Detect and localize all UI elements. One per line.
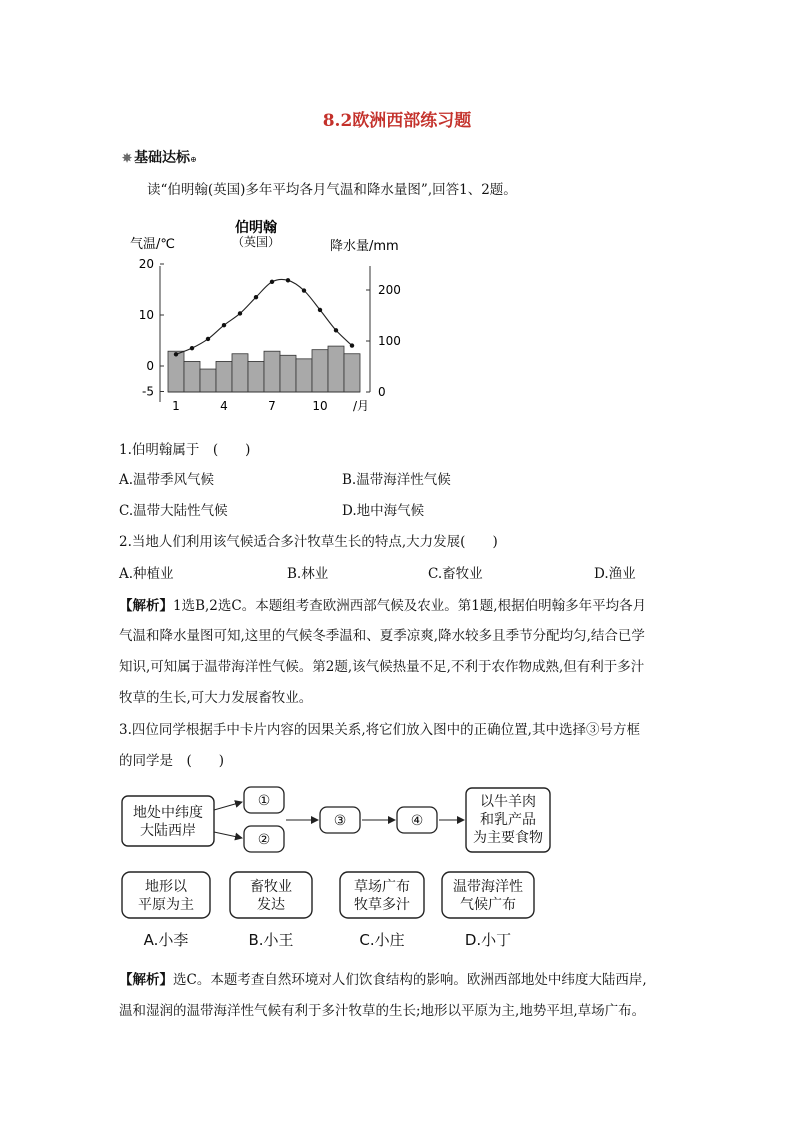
analysis1-line-2: 气温和降水量图可知,这里的气候冬季温和、夏季凉爽,降水较多且季节分配均匀,结合已学 [119,628,645,644]
precipitation-bar [264,351,280,392]
temperature-point [302,288,306,292]
temperature-point [222,323,226,327]
card-c-line-2: 牧草多汁 [354,897,410,913]
q2-option-a: A.种植业 [119,566,174,582]
card-d-line-2: 气候广布 [460,897,516,913]
q2-option-b: B.林业 [287,566,329,582]
section-heading [122,147,197,167]
flow-slot-2-label: ② [257,832,271,848]
chart-subtitle: （英国） [231,235,281,249]
flow-end-line-3: 为主要食物 [473,830,543,846]
card-d-label: D.小丁 [464,931,512,949]
flow-end-line-2: 和乳产品 [480,812,536,828]
y-axis-left-label: 气温/℃ [130,237,175,252]
temperature-point [174,352,178,356]
chart-title: 伯明翰 [235,220,277,236]
flow-slot-3-label: ③ [333,813,347,829]
temperature-point [334,328,338,332]
temperature-point [318,308,322,312]
temperature-point [206,337,210,341]
precipitation-bar [200,369,216,392]
star-icon: ✵ [122,151,133,165]
q2-stem: 2.当地人们利用该气候适合多汁牧草生长的特点,大力发展( ) [119,534,498,550]
precipitation-bar [232,354,248,392]
q1-option-a: A.温带季风气候 [119,472,215,488]
y-left-tick-label: -5 [142,384,154,399]
x-tick-label: 7 [268,399,276,413]
x-axis-unit: /月 [353,399,370,413]
precipitation-bar [248,361,264,392]
climate-chart [130,212,401,417]
flow-slot-4-label: ④ [410,813,424,829]
precipitation-bars [168,346,360,392]
card-b-line-2: 发达 [257,897,285,913]
q1-option-b: B.温带海洋性气候 [342,472,451,488]
flow-start-line-2: 大陆西岸 [140,823,196,839]
analysis1-line-1 [119,594,646,614]
x-tick-label: 1 [172,399,180,413]
y-left-tick-label: 10 [138,308,154,322]
temperature-point [254,295,258,299]
card-b-line-1: 畜牧业 [250,879,292,895]
x-tick-label: 4 [220,399,228,413]
precipitation-bar [296,359,312,392]
card-a-label: A.小李 [143,931,189,949]
precipitation-bar [168,351,184,392]
q1-option-d: D.地中海气候 [342,503,425,519]
section-sub: ⊕ [190,155,197,164]
analysis1-line-3: 知识,可知属于温带海洋性气候。第2题,该气候热量不足,不利于农作物成熟,但有利于多汁 [119,659,645,675]
arrow-start-to-1 [214,802,242,810]
precipitation-bar [216,361,232,392]
card-b-label: B.小王 [248,931,294,949]
flow-end-line-1: 以牛羊肉 [480,794,536,810]
precipitation-bar [312,350,328,392]
page-title: 8.2欧洲西部练习题 [322,111,472,131]
y-left-tick-label: 0 [146,359,154,373]
y-right-tick-label: 100 [378,334,401,348]
cause-effect-diagram [116,782,556,952]
card-a-line-2: 平原为主 [138,897,194,913]
flow-slot-1-label: ① [257,793,271,809]
temperature-point [190,346,194,350]
intro-text: 读“伯明翰(英国)多年平均各月气温和降水量图”,回答1、2题。 [147,182,517,198]
card-c-label: C.小庄 [359,931,405,949]
arrow-start-to-2 [214,832,242,838]
y-right-tick-label: 200 [378,283,401,297]
temperature-point [238,311,242,315]
x-tick-label: 10 [312,399,328,413]
precipitation-bar [328,346,344,392]
temperature-point [350,343,354,347]
analysis1-text-1: 1选B,2选C。本题组考查欧洲西部气候及农业。第1题,根据伯明翰多年平均各月 [173,598,647,614]
precipitation-bar [280,355,296,392]
q2-option-d: D.渔业 [594,566,636,582]
y-axis-right-label: 降水量/mm [330,239,399,254]
temperature-point [270,280,274,284]
q2-option-c: C.畜牧业 [428,566,483,582]
q1-stem: 1.伯明翰属于 ( ) [119,442,251,458]
y-right-tick-label: 0 [378,385,386,399]
card-a-line-1: 地形以 [145,879,187,895]
analysis2-tag: 【解析】 [119,972,173,988]
q3-line-2: 的同学是 ( ) [119,753,225,769]
analysis2-line-1 [119,968,647,988]
temperature-points [174,278,354,356]
analysis2-line-2: 温和湿润的温带海洋性气候有利于多汁牧草的生长;地形以平原为主,地势平坦,草场广布。 [119,1003,646,1019]
analysis2-text-1: 选C。本题考查自然环境对人们饮食结构的影响。欧洲西部地处中纬度大陆西岸, [173,972,647,988]
q3-line-1: 3.四位同学根据手中卡片内容的因果关系,将它们放入图中的正确位置,其中选择③号方框 [119,722,640,738]
precipitation-bar [344,354,360,392]
q1-option-c: C.温带大陆性气候 [119,503,228,519]
card-c-line-1: 草场广布 [354,879,410,895]
temperature-line [176,279,352,354]
precipitation-bar [184,361,200,392]
y-left-tick-label: 20 [138,257,154,271]
analysis1-line-4: 牧草的生长,可大力发展畜牧业。 [119,690,313,706]
card-d-line-1: 温带海洋性 [453,879,523,895]
section-label: 基础达标 [134,150,191,166]
temperature-point [286,278,290,282]
analysis1-tag: 【解析】 [119,598,173,614]
flow-start-line-1: 地处中纬度 [133,805,203,821]
